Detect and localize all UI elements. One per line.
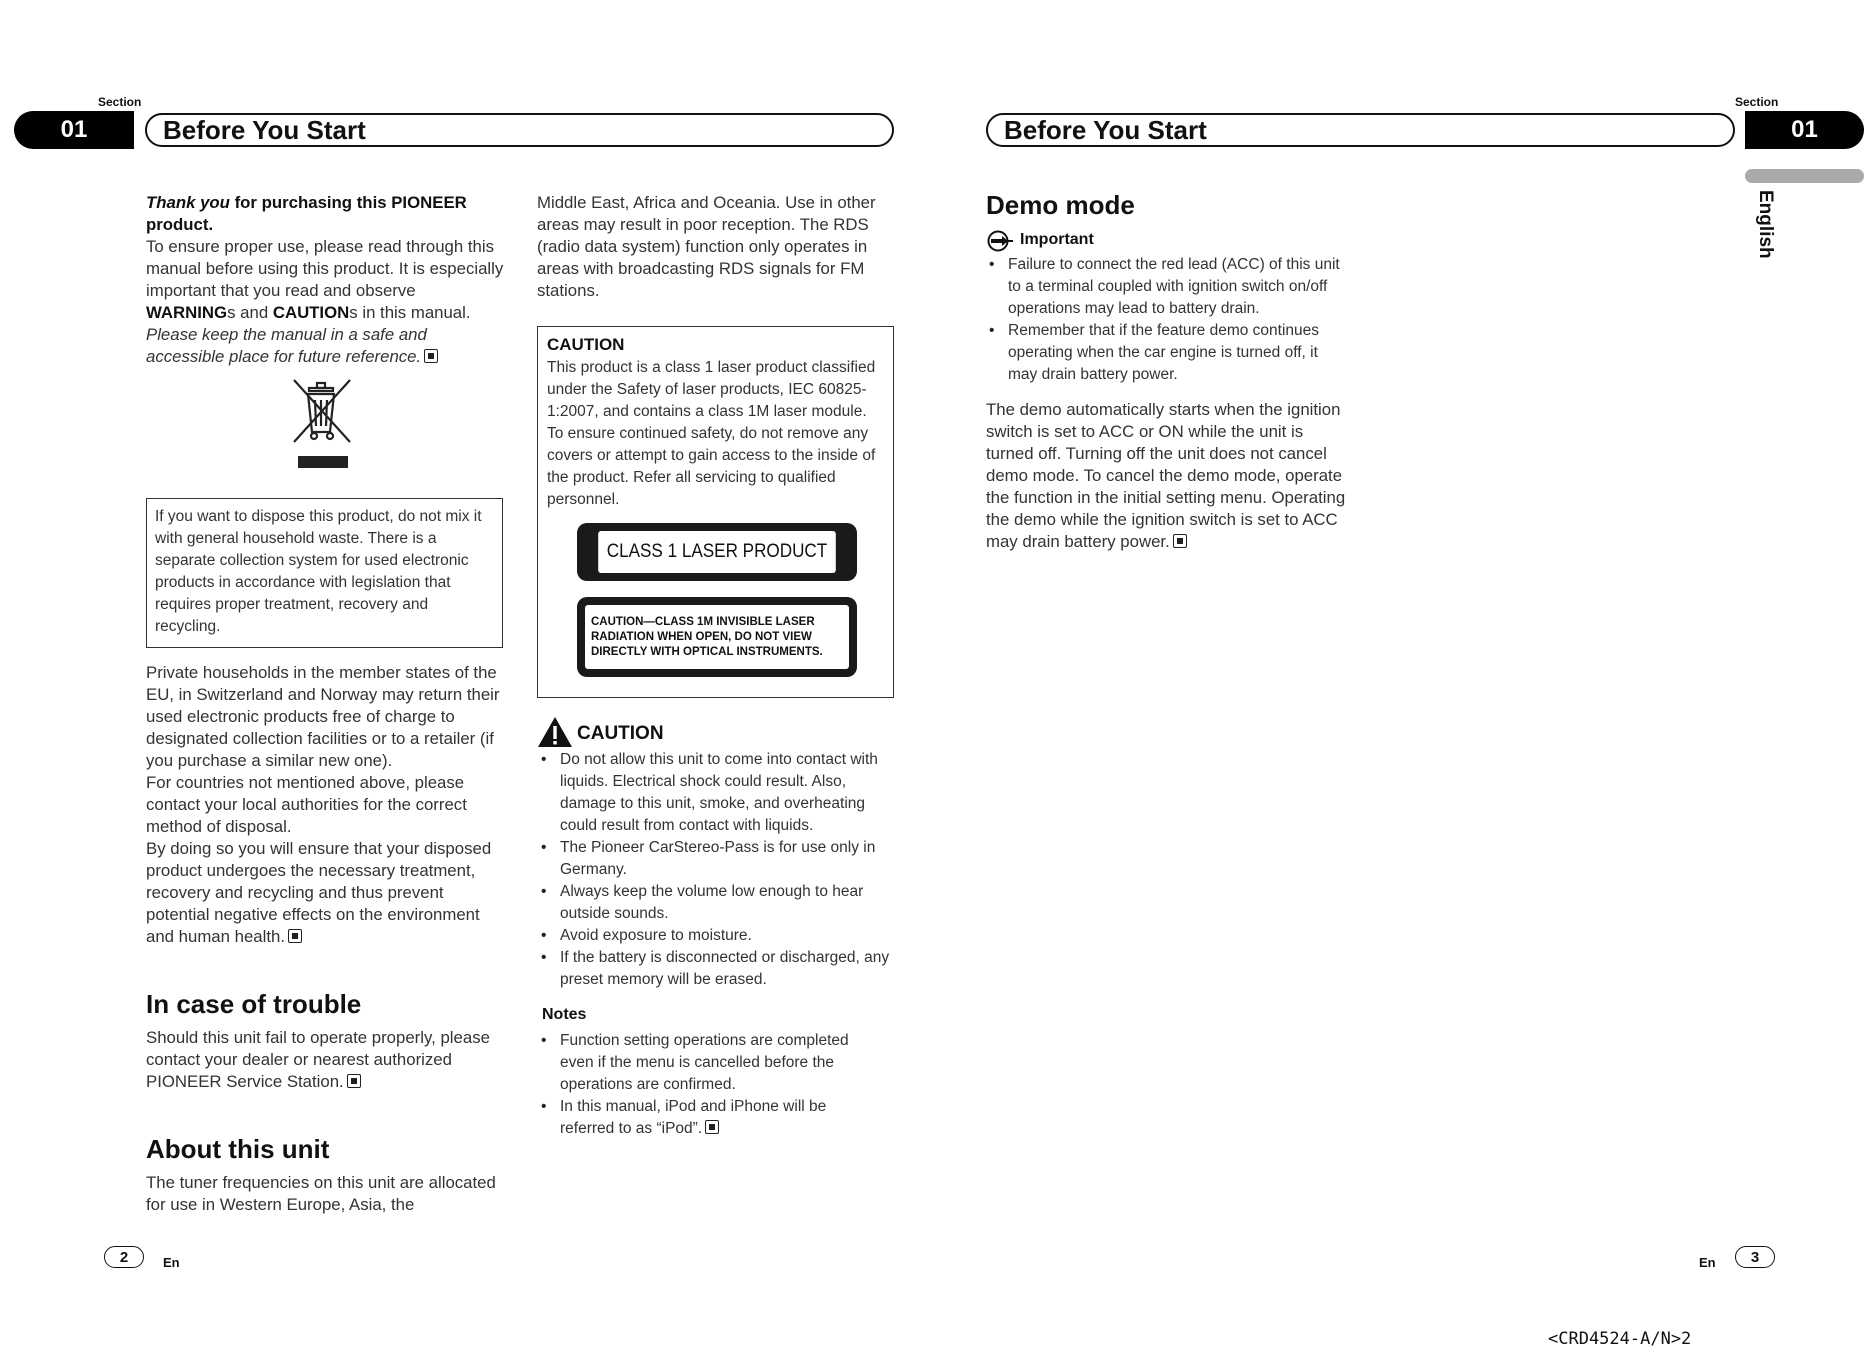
left-section-label: Section <box>98 95 142 109</box>
laser-caution-title: CAUTION <box>547 335 625 354</box>
demo-section <box>986 399 1348 553</box>
document-code: <CRD4524-A/N>2 <box>1548 1329 1692 1349</box>
about-heading: About this unit <box>146 1134 330 1164</box>
households-section <box>146 662 504 948</box>
disposal-box <box>146 498 503 648</box>
thank-you-line <box>146 192 504 236</box>
households-p2: For countries not mentioned above, please contact your local authorities for the correct method of disposal. <box>146 773 467 836</box>
laser-caution-text: This product is a class 1 laser product classified under the Safety of laser products, IEC 60825-1:2007, and contains a class 1M laser module. To ensure continued safety, do not remove any covers or attempt to gain access to the inside of the product. Refer all servicing to qualified personnel. <box>547 359 876 508</box>
demo-text: The demo automatically starts when the ignition switch is set to ACC or ON while the unit is turned off. Turning off the unit does not cancel demo mode. To cancel the demo mode, operate the function in the initial setting menu. Operating the demo while the ignition switch is set to ACC may drain battery power. <box>986 400 1346 551</box>
about-section <box>146 1172 504 1216</box>
language-tab-bar <box>1745 169 1864 183</box>
important-list <box>986 254 1346 386</box>
notes-title: Notes <box>542 1006 587 1023</box>
note-item <box>538 1096 878 1140</box>
end-mark-icon <box>288 929 302 943</box>
crossed-bin-icon <box>290 378 356 470</box>
keep-text: Please keep the manual in a safe and accessible place for future reference. <box>146 325 427 366</box>
laser-caution-box <box>537 326 894 698</box>
end-mark-icon <box>424 349 438 363</box>
households-p3-text: By doing so you will ensure that your disposed product undergoes the necessary treatment, recovery and recycling and thus prevent potential negative effects on the environment and human health. <box>146 839 492 946</box>
thank-you-text: Thank you <box>146 193 230 212</box>
important-label: Important <box>1020 231 1094 248</box>
class1m-warning-label <box>577 597 857 677</box>
caution-item: • Avoid exposure to moisture. <box>538 925 896 947</box>
about-text: The tuner frequencies on this unit are allocated for use in Western Europe, Asia, the <box>146 1173 496 1214</box>
language-tab-label: English <box>1755 190 1776 259</box>
households-p3 <box>146 838 504 948</box>
right-page-title: Before You Start <box>986 113 1735 147</box>
read-text: To ensure proper use, please read through this manual before using this product. It is especially important that you read and observe <box>146 237 504 300</box>
right-lang-code: En <box>1699 1255 1716 1270</box>
rds-section <box>537 192 893 302</box>
caution-word: CAUTION <box>272 303 350 322</box>
left-page-number: 2 <box>104 1246 144 1268</box>
caution-item: • If the battery is disconnected or discharged, any preset memory will be erased. <box>538 947 896 991</box>
demo-heading: Demo mode <box>986 190 1135 220</box>
caution-list <box>538 749 896 991</box>
trouble-section <box>146 1027 504 1093</box>
end-mark-icon <box>347 1074 361 1088</box>
left-section-number: 01 <box>14 111 134 149</box>
language-tab <box>1750 190 1780 270</box>
end-mark-icon <box>1173 534 1187 548</box>
class1-laser-label <box>577 523 857 581</box>
left-lang-code: En <box>163 1255 180 1270</box>
disposal-text: If you want to dispose this product, do not mix it with general household waste. There is a separate collection system for used electronic products in accordance with legislation that requires proper treatment, recovery and recycling. <box>155 508 482 635</box>
important-item: • Failure to connect the red lead (ACC) of this unit to a terminal coupled with ignition switch on/off operations may lead to battery drain. <box>986 254 1346 320</box>
right-section-label: Section <box>1735 95 1779 109</box>
notes-list <box>538 1030 878 1140</box>
warning-word: WARNING <box>146 303 228 322</box>
demo-paragraph <box>986 399 1348 553</box>
important-hand-icon <box>987 230 1013 252</box>
rds-text: Middle East, Africa and Oceania. Use in other areas may result in poor reception. The RDS (radio data system) function only operates in areas with broadcasting RDS signals for FM stations. <box>537 193 876 300</box>
thank-rest-text: for purchasing this <box>229 193 392 212</box>
warning-triangle-icon <box>537 716 573 748</box>
important-item: • Remember that if the feature demo continues operating when the car engine is turned off, it may drain battery power. <box>986 320 1346 386</box>
left-page-title: Before You Start <box>145 113 894 147</box>
right-section-number: 01 <box>1745 111 1864 149</box>
households-p1: Private households in the member states of the EU, in Switzerland and Norway may return their used electronic products free of charge to designated collection facilities or to a retailer (if you purchase a similar new one). <box>146 663 500 770</box>
product-text: product. <box>146 215 214 234</box>
end-mark-icon <box>705 1120 719 1134</box>
caution-item: • Always keep the volume low enough to hear outside sounds. <box>538 881 896 925</box>
caution-item: • The Pioneer CarStereo-Pass is for use only in Germany. <box>538 837 896 881</box>
trouble-heading: In case of trouble <box>146 989 362 1019</box>
brand-text: PIONEER <box>391 193 467 212</box>
caution-list-title: CAUTION <box>577 723 664 744</box>
class1-laser-text: CLASS 1 LASER PRODUCT <box>598 531 836 573</box>
s-and-text: s and <box>227 303 273 322</box>
note-text: In this manual, iPod and iPhone will be referred to as “iPod”. <box>560 1098 827 1137</box>
keep-manual-paragraph <box>146 324 504 368</box>
right-page-number: 3 <box>1735 1246 1775 1268</box>
trouble-text: Should this unit fail to operate properly, please contact your dealer or nearest authorized PIONEER Service Station. <box>146 1028 490 1091</box>
s-in-manual-text: s in this manual. <box>349 303 471 322</box>
class1m-warning-text: CAUTION—CLASS 1M INVISIBLE LASER RADIATION WHEN OPEN, DO NOT VIEW DIRECTLY WITH OPTICAL INSTRUMENTS. <box>585 605 849 669</box>
intro-section <box>146 192 504 368</box>
caution-item: • Do not allow this unit to come into contact with liquids. Electrical shock could result. Also, damage to this unit, smoke, and overheating could result from contact with liquids. <box>538 749 896 837</box>
note-item: • Function setting operations are completed even if the menu is cancelled before the operations are confirmed. <box>538 1030 878 1096</box>
trouble-paragraph <box>146 1027 504 1093</box>
read-manual-paragraph <box>146 236 504 324</box>
